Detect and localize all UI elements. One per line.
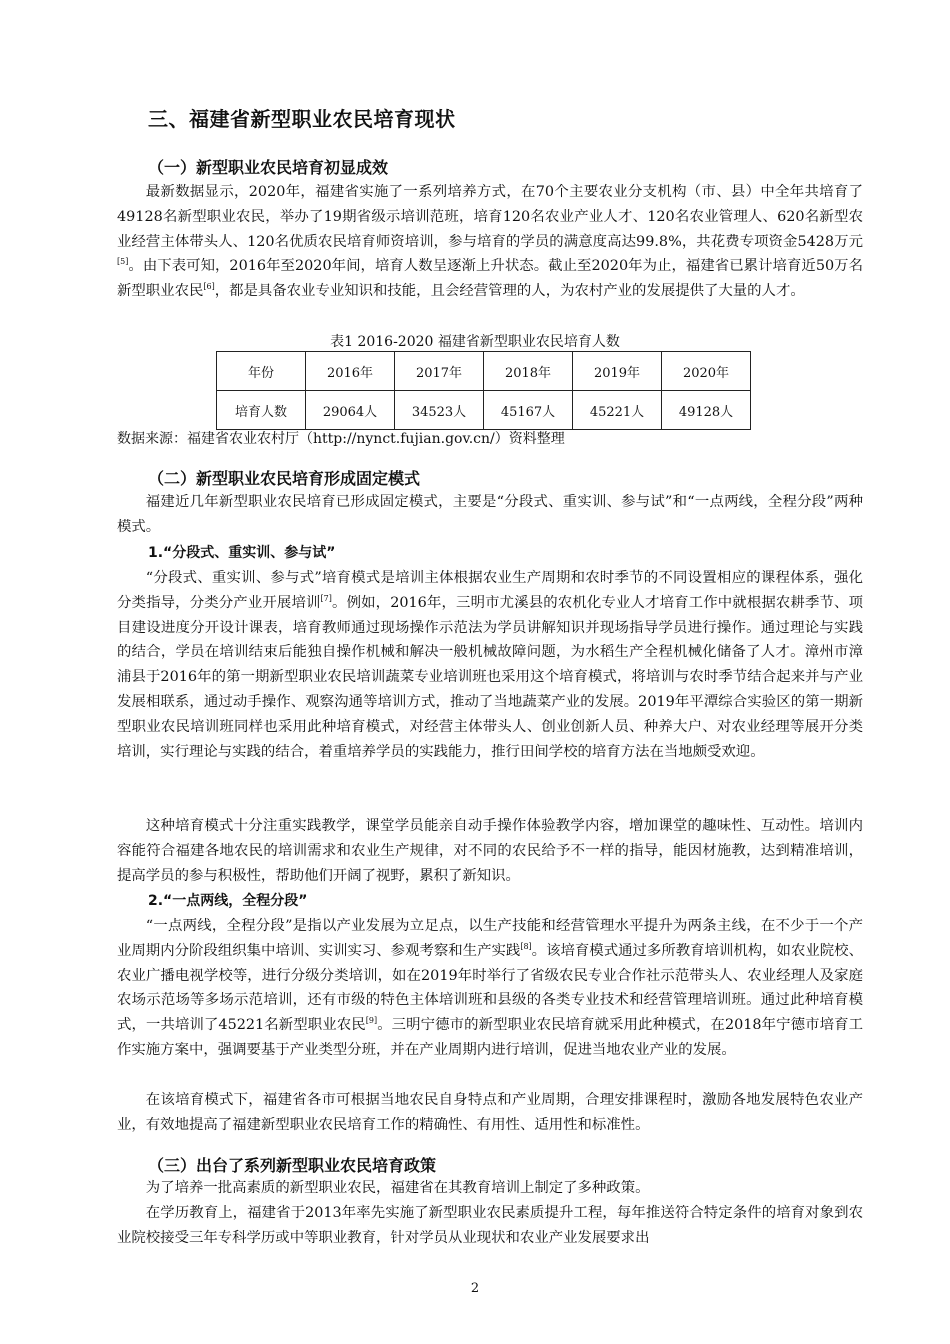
paragraph-policy-education: 在学历教育上，福建省于2013年率先实施了新型职业农民素质提升工程，每年推送符合特定条件的培育对象到农业院校接受三年专科学历或中等职业教育，针对学员从业现状和农业产业发展要求出 [117,1205,863,1246]
table-cell-year: 2020年 [662,352,751,391]
paragraph-mode-1-summary: 这种培育模式十分注重实践教学，课堂学员能亲自动手操作体验教学内容，增加课堂的趣味性、互动性。培训内容能符合福建各地农民的培训需求和农业生产规律，对不同的农民给予不一样的指导，能因材施教，达到精准培训，提高学员的参与积极性，帮助他们开阔了视野，累积了新知识。 [117,818,863,884]
training-count-table [216,351,751,430]
citation-6: [6] [203,282,215,292]
subsection-heading-3: （三）出台了系列新型职业农民培育政策 [148,1156,437,1175]
table-source: 数据来源：福建省农业农村厅（http://nynct.fujian.gov.cn/）资料整理 [117,431,565,447]
paragraph-text: “一点两线，全程分段”是指以产业发展为立足点，以生产技能和经营管理水平提升为两条主线，在不少于一个产业周期内分阶段组织集中培训、实训实习、参观考察和生产实践 [117,918,863,959]
paragraph-results [117,180,863,304]
row-header-count: 培育人数 [217,391,306,430]
page-number: 2 [470,1281,480,1296]
paragraph-mode-2-summary: 在该培育模式下，福建省各市可根据当地农民自身特点和产业周期，合理安排课程时，激励各地发展特色农业产业，有效地提高了福建新型职业农民培育工作的精确性、有用性、适用性和标准性。 [117,1092,863,1133]
citation-5: [5] [117,257,129,267]
paragraph-text: ，都是具备农业专业知识和技能，且会经营管理的人，为农村产业的发展提供了大量的人才。 [214,283,805,300]
sub-heading-2: 2.“一点两线，全程分段” [148,893,308,909]
table-cell-year: 2016年 [306,352,395,391]
paragraph-policy-intro: 为了培养一批高素质的新型职业农民，福建省在其教育培训上制定了多种政策。 [145,1180,650,1196]
table-cell-year: 2018年 [484,352,573,391]
paragraph-text: 最新数据显示，2020年，福建省实施了一系列培养方式，在70个主要农业分支机构（市、县）中全年共培育了49128名新型职业农民，举办了19期省级示培训范班，培育120名农业产业人才、120名农业管理人、620名新型农业经营主体带头人、120名优质农民培育师资培训，参与培育的学员的满意度高达99.8%，共花费专项资金5428万元 [117,184,863,250]
table-cell-count: 45221人 [573,391,662,430]
paragraph-text: 。例如，2016年，三明市尤溪县的农机化专业人才培育工作中就根据农耕季节、项目建设进度分开设计课表，培育教师通过现场操作示范法为学员讲解知识并现场指导学员进行操作。通过理论与实践的结合，学员在培训结束后能独自操作机械和解决一般机械故障问题，为水稻生产全程机械化储备了人才。漳州市漳浦县于2016年的第一期新型职业农民培训蔬菜专业培训班也采用这个培育模式，将培训与农时季节结合起来并与产业发展相联系，通过动手操作、观察沟通等培训方式，推动了当地蔬菜产业的发展。2019年平潭综合实验区的第一期新型职业农民培训班同样也采用此种培育模式，对经营主体带头人、创业创新人员、种养大户、对农业经理等展开分类培训，实行理论与实践的结合，着重培养学员的实践能力，推行田间学校的培育方法在当地颇受欢迎。 [117,594,863,760]
table-cell-count: 49128人 [662,391,751,430]
section-title: 三、福建省新型职业农民培育现状 [148,107,456,131]
subsection-heading-1: （一）新型职业农民培育初显成效 [148,158,389,177]
table-caption: 表1 2016-2020 福建省新型职业农民培育人数 [330,334,620,350]
paragraph-text: “分段式、重实训、参与式”培育模式是培训主体根据农业生产周期和农时季节的不同设置相应的课程体系，强化分类指导，分类分产业开展培训 [117,570,863,611]
table-cell-count: 45167人 [484,391,573,430]
paragraph-mode-1 [117,566,863,764]
table-cell-count: 29064人 [306,391,395,430]
table-cell-year: 2017年 [395,352,484,391]
citation-7: [7] [320,594,332,603]
paragraph-text: 。三明宁德市的新型职业农民培育就采用此种模式，在2018年宁德市培育工作实施方案中，强调要基于产业类型分班，并在产业周期内进行培训，促进当地农业产业的发展。 [117,1017,863,1058]
citation-8: [8] [520,942,532,951]
table-cell-count: 34523人 [395,391,484,430]
paragraph-intro: 福建近几年新型职业农民培育已形成固定模式，主要是“分段式、重实训、参与试”和“一点两线，全程分段”两种模式。 [117,494,863,535]
table-row-counts [217,391,751,430]
subsection-heading-2: （二）新型职业农民培育形成固定模式 [148,469,421,488]
paragraph-text: 。该培育模式通过多所教育培训机构，如农业院校、农业广播电视学校等，进行分级分类培训，如在2019年时举行了省级农民专业合作社示范带头人、农业经理人及家庭农场示范场等多场示范培训，还有市级的特色主体培训班和县级的各类专业技术和经营管理培训班。通过此种培育模式，一共培训了45221名新型职业农民 [117,942,863,1034]
table-row-years [217,352,751,391]
citation-9: [9] [365,1016,378,1026]
paragraph-mode-2 [117,914,863,1063]
sub-heading-1: 1.“分段式、重实训、参与试” [148,545,336,561]
paragraph-text: 。由下表可知，2016年至2020年间，培育人数呈逐渐上升状态。截止至2020年为止，福建省已累计培育近50万名新型职业农民 [117,258,863,300]
row-header-year: 年份 [217,352,306,391]
table-cell-year: 2019年 [573,352,662,391]
